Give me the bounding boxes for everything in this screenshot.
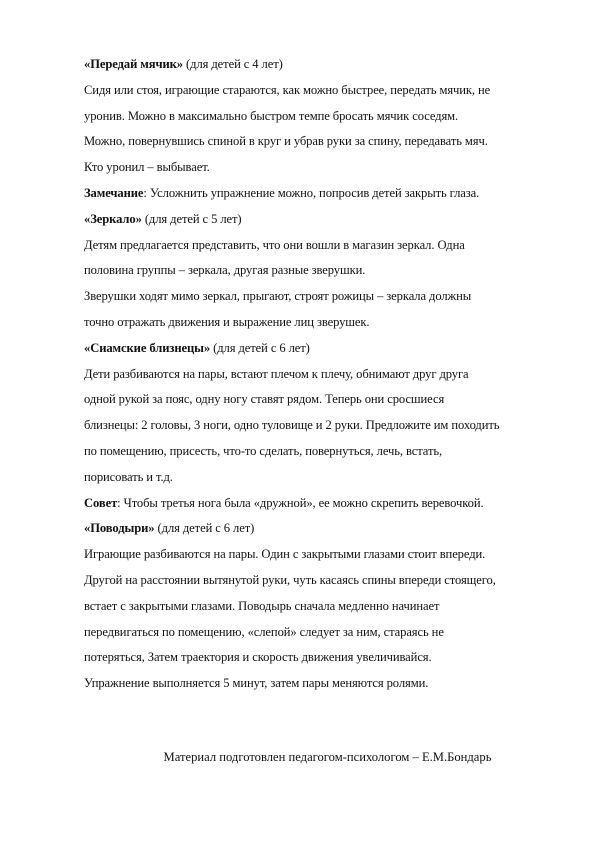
section-heading bbox=[84, 52, 564, 78]
paragraph-line: Упражнение выполняется 5 минут, затем пары меняются ролями. bbox=[84, 676, 429, 691]
game-title: «Сиамские близнецы» bbox=[84, 340, 211, 355]
age-range: (для детей с 6 лет) bbox=[154, 521, 255, 536]
paragraph-line: одной рукой за пояс, одну ногу ставят рядом. Теперь они сросшиеся bbox=[84, 392, 445, 407]
paragraph-line: передвигаться по помещению, «слепой» следует за ним, стараясь не bbox=[84, 624, 444, 639]
section-heading bbox=[84, 207, 564, 233]
note-line bbox=[84, 491, 564, 517]
section-heading bbox=[84, 336, 564, 362]
paragraph-line: Детям предлагается представить, что они вошли в магазин зеркал. Одна bbox=[84, 237, 465, 252]
age-range: (для детей с 6 лет) bbox=[210, 340, 310, 355]
document-body bbox=[84, 52, 564, 697]
paragraph-line: Сидя или стоя, играющие стараются, как можно быстрее, передать мячик, не bbox=[84, 82, 491, 97]
game-title: «Передай мячик» bbox=[84, 57, 183, 71]
paragraph-line: Можно, повернувшись спиной в круг и убрав руки за спину, передавать мяч. bbox=[84, 134, 488, 149]
paragraph-line: Играющие разбиваются на пары. Один с закрытыми глазами стоит впереди. bbox=[84, 547, 486, 562]
paragraph-line: порисовать и т.д. bbox=[84, 469, 173, 484]
paragraph-line: встает с закрытыми глазами. Поводырь сначала медленно начинает bbox=[84, 598, 440, 613]
age-range: (для детей с 5 лет) bbox=[141, 211, 242, 226]
paragraph-line: Кто уронил – выбывает. bbox=[84, 160, 210, 175]
game-title: «Поводыри» bbox=[84, 521, 155, 536]
paragraph-line: Зверушки ходят мимо зеркал, прыгают, строят рожицы – зеркала должны bbox=[84, 289, 472, 304]
paragraph-line: по помещению, присесть, что-то сделать, повернуться, лечь, встать, bbox=[84, 443, 443, 458]
note-label: Совет bbox=[84, 495, 118, 510]
note-line bbox=[84, 181, 564, 207]
paragraph-line: Дети разбиваются на пары, встают плечом к плечу, обнимают друг друга bbox=[84, 366, 469, 381]
age-range: (для детей с 4 лет) bbox=[183, 57, 283, 71]
paragraph-line: близнецы: 2 головы, 3 ноги, одно туловище и 2 руки. Предложите им походить bbox=[84, 418, 500, 433]
paragraph-line: половина группы – зеркала, другая разные зверушки. bbox=[84, 263, 366, 278]
paragraph-line: уронив. Можно в максимально быстром темпе бросать мячик соседям. bbox=[84, 108, 459, 123]
note-text: : Чтобы третья нога была «дружной», ее можно скрепить веревочкой. bbox=[117, 495, 484, 510]
paragraph-line: потеряться, Затем траектория и скорость движения увеличивайся. bbox=[84, 650, 432, 665]
game-title: «Зеркало» bbox=[84, 211, 142, 226]
paragraph-line: Другой на расстоянии вытянутой руки, чуть касаясь спины впереди стоящего, bbox=[84, 572, 496, 587]
note-text: : Усложнить упражнение можно, попросив детей закрыть глаза. bbox=[143, 185, 480, 200]
paragraph-line: точно отражать движения и выражение лиц зверушек. bbox=[84, 314, 370, 329]
note-label: Замечание bbox=[84, 185, 144, 200]
section-heading bbox=[84, 516, 564, 542]
author-credit: Материал подготовлен педагогом-психологом – Е.М.Бондарь bbox=[163, 750, 492, 764]
